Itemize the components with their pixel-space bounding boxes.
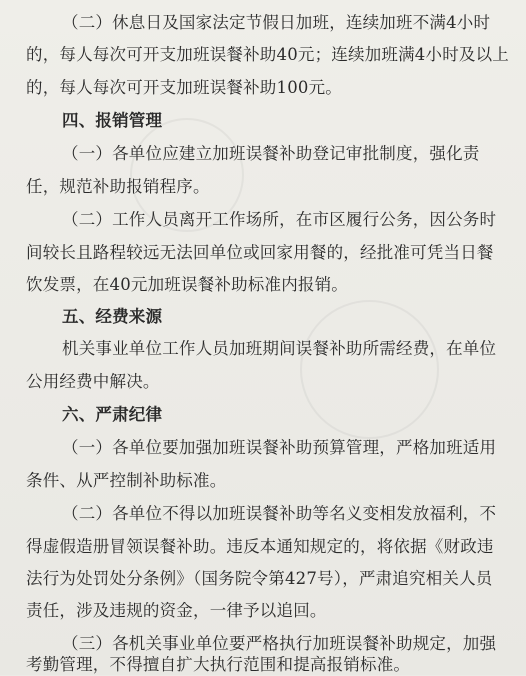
paragraph-line: 考勤管理，不得擅自扩大执行范围和提高报销标准。 [26, 655, 411, 674]
paragraph-line: 间较长且路程较远无法回单位或回家用餐的，经批准可凭当日餐 [26, 243, 494, 262]
paragraph-line: 机关事业单位工作人员加班期间误餐补助所需经费，在单位 [62, 339, 497, 358]
paragraph-line: 饮发票，在40元加班误餐补助标准内报销。 [26, 275, 348, 294]
paragraph-line: （一）各单位要加强加班误餐补助预算管理，严格加班适用 [62, 438, 497, 457]
paragraph-line: （二）各单位不得以加班误餐补助等名义变相发放福利，不 [62, 504, 497, 523]
paragraph-line: 的，每人每次可开支加班误餐补助100元。 [26, 78, 342, 97]
paragraph-line: 责任，涉及违规的资金，一律予以追回。 [26, 601, 327, 620]
paragraph-line: （二）休息日及国家法定节假日加班，连续加班不满4小时 [62, 13, 491, 32]
paragraph-line: （一）各单位应建立加班误餐补助登记审批制度，强化责 [62, 144, 480, 163]
paragraph-line: 任，规范补助报销程序。 [26, 177, 210, 196]
paragraph-line: （二）工作人员离开工作场所，在市区履行公务，因公务时 [62, 210, 497, 229]
section-heading: 四、报销管理 [62, 111, 163, 130]
paragraph-line: 条件、从严控制补助标准。 [26, 471, 227, 490]
section-heading: 五、经费来源 [62, 307, 163, 326]
paragraph-line: 得虚假造册冒领误餐补助。违反本通知规定的，将依据《财政违 [26, 537, 494, 556]
paragraph-line: （三）各机关事业单位要严格执行加班误餐补助规定，加强 [62, 634, 497, 653]
paragraph-line: 的，每人每次可开支加班误餐补助40元；连续加班满4小时及以上 [26, 45, 509, 64]
paragraph-line: 法行为处罚处分条例》（国务院令第427号），严肃追究相关人员 [26, 569, 493, 588]
paragraph-line: 公用经费中解决。 [26, 372, 160, 391]
section-heading: 六、严肃纪律 [62, 405, 163, 424]
